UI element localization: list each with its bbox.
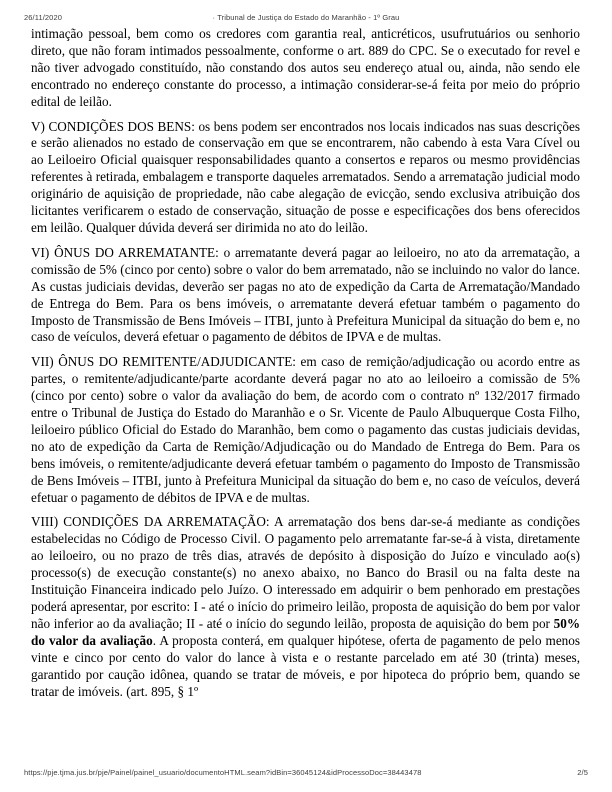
paragraph-text: VIII) CONDIÇÕES DA ARREMATAÇÃO: A arrematação dos bens dar-se-á mediante as condições estabelecidas no Código de Processo Civil. O pagamento pelo arrematante far-se-á à vista, diretamente ao leiloeiro, ou no prazo de três dias, através de depósito à disposição do Juízo e vinculado ao(s) processo(s) de execução constante(s) no anexo abaixo, no Banco do Brasil ou na falta deste na Instituição Financeira indicado pelo Juízo. O interessado em adquirir o bem penhorado em prestações poderá apresentar, por escrito: I - até o início do primeiro leilão, proposta de aquisição do bem por valor não inferior ao da avaliação; II - até o início do segundo leilão, proposta de aquisição do bem por [31,514,580,631]
section-v-condicoes-dos-bens [31,119,580,237]
paragraph-text: VII) ÔNUS DO REMITENTE/ADJUDICANTE: em caso de remição/adjudicação ou acordo entre as partes, o remitente/adjudicante/parte acordante deverá pagar no ato ao leiloeiro a comissão de 5% (cinco por cento) sobre o valor da avaliação do bem, de acordo com o contrato nº 132/2017 firmado entre o Tribunal de Justiça do Estado do Maranhão e o Sr. Vicente de Paulo Albuquerque Costa Filho, leiloeiro público Oficial do Estado do Maranhão, bem como o pagamento das custas judiciais devidas, no ato de expedição da Carta de Remição/Adjudicação ou do Mandado de Entrega do Bem. Para os bens imóveis, o remitente/adjudicante deverá efetuar também o pagamento do Imposto de Transmissão de Bens Imóveis – ITBI, junto à Prefeitura Municipal da situação do bem e, no caso de veículos, deverá efetuar o pagamento de débitos de IPVA e de multas. [31,354,580,505]
paragraph-text: VI) ÔNUS DO ARREMATANTE: o arrematante deverá pagar ao leiloeiro, no ato da arrematação, a comissão de 5% (cinco por cento) sobre o valor do bem arrematado, não se incluindo no valor do lance. As custas judiciais devidas, deverão ser pagas no ato de expedição da Carta de Arrematação/Mandado de Entrega do Bem. Para os bens imóveis, o arrematante deverá efetuar também o pagamento do Imposto de Transmissão de Bens Imóveis – ITBI, junto à Prefeitura Municipal da situação do bem e, no caso de veículos, deverá efetuar o pagamento de débitos de IPVA e de multas. [31,244,580,345]
source-url: https://pje.tjma.jus.br/pje/Painel/painel_usuario/documentoHTML.seam?idBin=36045124&idProcessoDoc=38443478 [24,768,422,777]
print-footer [24,768,588,778]
paragraph-text: V) CONDIÇÕES DOS BENS: os bens podem ser encontrados nos locais indicados nas suas descrições e serão alienados no estado de conservação em que se encontrarem, não cabendo à esta Vara Cível ou ao Leiloeiro Oficial quaisquer responsabilidades quanto a consertos e reparos ou mesmo providências referentes à retirada, embalagem e transporte daqueles arrematados. Sendo a arrematação judicial modo originário de aquisição de propriedade, não cabe alegação de evicção, sendo exclusiva atribuição dos licitantes verificarem o estado de conservação, situação de posse e especificações dos bens oferecidos em leilão. Qualquer dúvida deverá ser dirimida no ato do leilão. [31,118,580,235]
section-vii-onus-do-remitente-adjudicante [31,354,580,506]
document-title: · Tribunal de Justiça do Estado do Maranhão - 1º Grau [212,13,400,22]
bold-highlight-50-percent: 50% do valor da avaliação [31,615,580,648]
paragraph-continuation-intimacao [31,26,580,111]
print-header [24,13,588,23]
print-date: 26/11/2020 [24,13,62,22]
section-vi-onus-do-arrematante [31,245,580,346]
paragraph-text: intimação pessoal, bem como os credores com garantia real, anticréticos, usufrutuários ou senhorio direto, que não foram intimados pessoalmente, conforme o art. 889 do CPC. Se o executado for revel e não tiver advogado constituído, não constando dos autos seu endereço atual ou, ainda, não sendo ele encontrado no endereço constante do processo, a intimação considerar-se-á feita por meio do próprio edital de leilão. [31,26,580,109]
page-indicator: 2/5 [577,768,588,777]
paragraph-text: . A proposta conterá, em qualquer hipótese, oferta de pagamento de pelo menos vinte e cinco por cento do valor do lance à vista e o restante parcelado em até 30 (trinta) meses, garantido por caução idônea, quando se tratar de móveis, e por hipoteca do próprio bem, quando se tratar de imóveis. (art. 895, § 1º [31,632,580,699]
section-viii-condicoes-da-arrematacao [31,514,580,700]
document-body [31,26,580,708]
